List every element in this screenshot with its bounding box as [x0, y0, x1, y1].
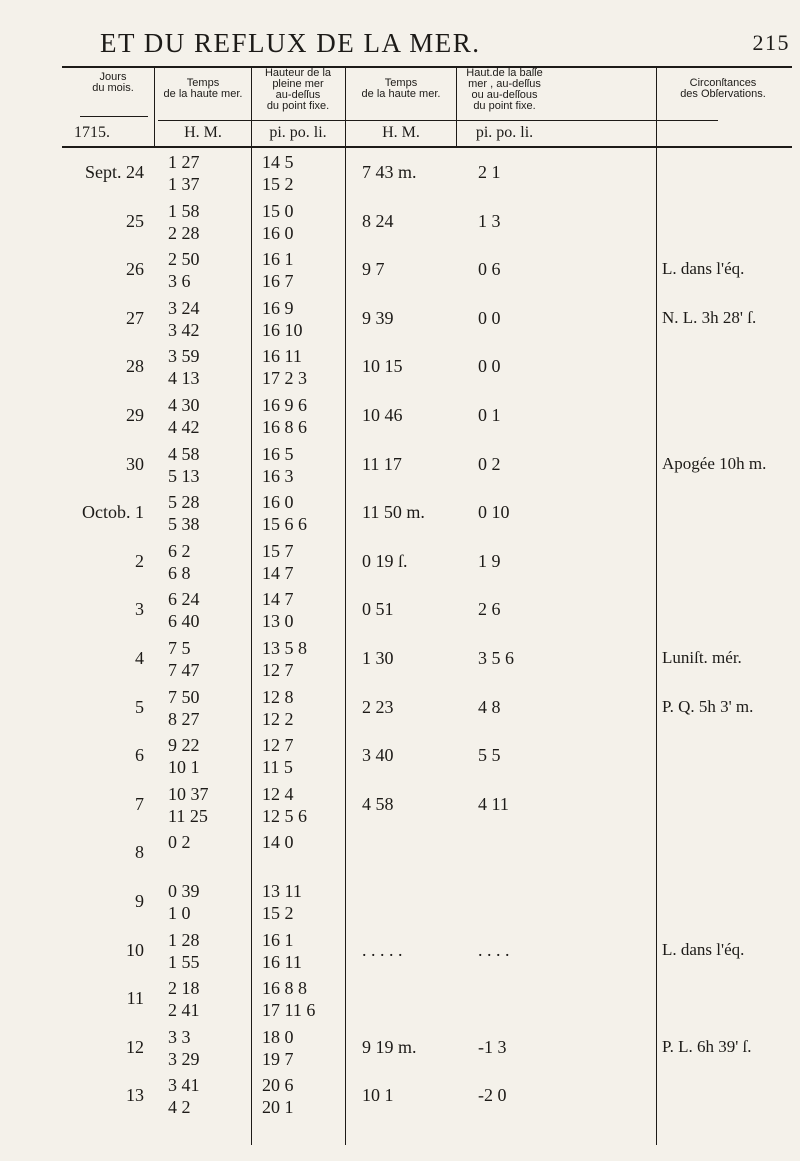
top-rule: [62, 66, 792, 68]
height-high-1: 14 0: [262, 832, 294, 853]
row-date: 30: [126, 453, 144, 474]
height-high-1: 16 9 6: [262, 395, 307, 415]
height-high-1: 12 7: [262, 735, 294, 756]
observation: Apogée 10h m.: [662, 453, 767, 473]
height-high-2: 17 11 6: [262, 1000, 316, 1021]
time-high-2: 10 1: [168, 757, 200, 778]
height-high-1: 13 5 8: [262, 638, 307, 658]
height-low: -2 0: [478, 1085, 507, 1106]
height-high-2: 15 2: [262, 174, 294, 194]
subhead-pp-2: pi. po. li.: [475, 124, 534, 141]
time-low: 7 43 m.: [362, 162, 417, 182]
height-high-1: 16 5: [262, 443, 294, 464]
row-date: 10: [126, 939, 144, 960]
height-high-1: 16 9: [262, 297, 294, 318]
height-high-2: 13 0: [262, 611, 294, 632]
time-high-2: 5 13: [168, 465, 200, 486]
height-high-2: 12 5 6: [262, 805, 307, 826]
time-high-1: 3 41: [168, 1075, 200, 1096]
observation: L. dans l'éq.: [662, 939, 745, 959]
height-high-2: 11 5: [262, 757, 293, 778]
time-high-1: 0 2: [168, 832, 191, 853]
height-high-1: 16 11: [262, 346, 302, 367]
row-date: 28: [126, 356, 144, 377]
time-high-1: 7 5: [168, 638, 191, 658]
time-high-1: 10 37: [168, 783, 209, 804]
height-high-1: 16 0: [262, 492, 294, 513]
time-high-2: 11 25: [168, 805, 208, 826]
time-low: 8 24: [362, 210, 394, 231]
time-high-1: 9 22: [168, 735, 200, 756]
row-date: 12: [126, 1036, 144, 1057]
height-high-2: 20 1: [262, 1097, 294, 1118]
height-low: 0 0: [478, 307, 501, 328]
time-high-2: 4 42: [168, 417, 200, 437]
time-high-1: 6 2: [168, 540, 191, 561]
time-high-2: 1 55: [168, 951, 200, 972]
row-date: 27: [126, 307, 144, 328]
height-low: 4 11: [478, 793, 509, 814]
col-head-jours: Jours du mois.: [92, 71, 134, 94]
height-high-2: 17 2 3: [262, 368, 307, 389]
row-date: Sept. 24: [84, 162, 144, 182]
time-low: 9 39: [362, 307, 394, 328]
subhead-hm-2: H. M.: [382, 124, 420, 141]
time-low: 0 19 ſ.: [362, 550, 408, 571]
height-low: 0 10: [478, 502, 510, 523]
time-high-1: 3 24: [168, 297, 200, 318]
height-low: -1 3: [478, 1036, 507, 1057]
time-high-1: 3 59: [168, 346, 200, 367]
year-label: 1715.: [74, 124, 110, 141]
height-high-2: 12 2: [262, 708, 294, 729]
height-high-1: 12 4: [262, 783, 294, 804]
height-low: 0 6: [478, 259, 501, 280]
row-date: 7: [135, 793, 144, 814]
time-high-1: 1 27: [168, 152, 200, 172]
row-date: 9: [135, 891, 144, 911]
time-low: 11 17: [362, 453, 402, 474]
height-high-2: 16 11: [262, 951, 302, 972]
time-low: 10 46: [362, 405, 403, 425]
col-divider-4: [456, 68, 457, 146]
col-divider-3: [345, 68, 346, 1145]
row-date: 6: [135, 745, 144, 766]
time-low: 1 30: [362, 648, 394, 668]
row-date: 4: [135, 648, 144, 668]
time-high-1: 3 3: [168, 1026, 191, 1047]
subhead-rule: [158, 120, 718, 121]
height-high-2: 15 2: [262, 903, 294, 923]
height-high-1: 15 0: [262, 200, 294, 221]
observation: L. dans l'éq.: [662, 259, 745, 279]
height-high-1: 14 5: [262, 152, 294, 172]
subhead-pp-1: pi. po. li.: [269, 124, 327, 141]
col-head-haute-basse: Haut.de la baſſe mer , au-deſſus ou au-deſſous du point fixe.: [466, 67, 543, 112]
time-high-1: 2 18: [168, 978, 200, 999]
time-low: 9 19 m.: [362, 1036, 417, 1057]
time-high-1: 4 30: [168, 395, 200, 415]
subhead-hm-1: H. M.: [184, 124, 222, 141]
observation: P. L. 6h 39' ſ.: [662, 1036, 752, 1056]
height-high-2: 16 8 6: [262, 417, 307, 437]
col-head-temps1: Temps de la haute mer.: [163, 77, 243, 100]
time-low: 4 58: [362, 793, 394, 814]
time-high-2: 8 27: [168, 708, 200, 729]
time-high-2: 4 2: [168, 1097, 191, 1118]
header-bottom-rule: [62, 146, 792, 148]
col-divider-1: [154, 68, 155, 146]
time-high-2: 2 28: [168, 222, 200, 243]
height-high-1: 16 1: [262, 929, 294, 950]
col-head-temps2: Temps de la haute mer.: [361, 77, 441, 100]
time-high-1: 7 50: [168, 686, 200, 707]
time-high-2: 1 37: [168, 174, 200, 194]
col-divider-5: [656, 68, 657, 1145]
height-high-1: 14 7: [262, 589, 294, 610]
time-high-1: 2 50: [168, 249, 200, 270]
time-high-2: 3 42: [168, 319, 200, 340]
time-high-1: 0 39: [168, 881, 200, 901]
observation: P. Q. 5h 3' m.: [662, 696, 754, 716]
row-date: 11: [126, 988, 144, 1009]
height-low: 5 5: [478, 745, 501, 766]
time-high-2: 4 13: [168, 368, 200, 389]
height-high-1: 13 11: [262, 881, 302, 901]
col-head-hauteur: Hauteur de la pleine mer au-deſſus du point fixe.: [264, 67, 332, 112]
height-high-1: 12 8: [262, 686, 294, 707]
page-title: ET DU REFLUX DE LA MER.: [100, 28, 481, 58]
time-low: 10 1: [362, 1085, 394, 1106]
height-high-1: 15 7: [262, 540, 294, 561]
time-high-2: 3 29: [168, 1048, 200, 1069]
time-high-2: 7 47: [168, 660, 200, 680]
row-date: Octob. 1: [82, 502, 144, 523]
row-date: 2: [135, 550, 144, 571]
height-high-1: 20 6: [262, 1075, 294, 1096]
time-high-1: 1 28: [168, 929, 200, 950]
height-high-1: 16 1: [262, 249, 294, 270]
observation: Luniſt. mér.: [662, 648, 742, 667]
row-date: 8: [135, 842, 144, 863]
height-high-2: 14 7: [262, 562, 294, 583]
time-high-1: 1 58: [168, 200, 200, 221]
row-date: 13: [126, 1085, 144, 1106]
height-high-2: 16 3: [262, 465, 294, 486]
height-high-2: 15 6 6: [262, 514, 307, 535]
row-date: 26: [126, 259, 144, 280]
height-low: . . . .: [478, 939, 510, 960]
height-high-2: 16 10: [262, 319, 303, 340]
height-low: 1 9: [478, 550, 501, 571]
time-low: 11 50 m.: [362, 502, 425, 523]
row-date: 29: [126, 405, 144, 425]
time-high-2: 5 38: [168, 514, 200, 535]
time-high-1: 5 28: [168, 492, 200, 513]
year-rule: [80, 116, 148, 117]
height-high-2: 12 7: [262, 660, 294, 680]
time-high-2: 1 0: [168, 903, 191, 923]
height-low: 1 3: [478, 210, 501, 231]
time-high-1: 6 24: [168, 589, 200, 610]
time-high-1: 4 58: [168, 443, 200, 464]
height-low: 2 6: [478, 599, 501, 620]
time-high-2: 3 6: [168, 271, 191, 292]
height-high-2: 16 0: [262, 222, 294, 243]
col-head-circonstances: Circonſtances des Obſervations.: [680, 77, 766, 100]
row-date: 25: [126, 210, 144, 231]
time-low: 9 7: [362, 259, 385, 280]
time-high-2: 6 40: [168, 611, 200, 632]
height-low: 0 1: [478, 405, 501, 425]
height-low: 0 2: [478, 453, 501, 474]
height-high-2: 16 7: [262, 271, 294, 292]
time-low: 10 15: [362, 356, 403, 377]
height-high-1: 18 0: [262, 1026, 294, 1047]
time-low: 3 40: [362, 745, 394, 766]
height-low: 0 0: [478, 356, 501, 377]
time-low: . . . . .: [362, 939, 403, 960]
observation: N. L. 3h 28' ſ.: [662, 307, 757, 327]
time-high-2: 6 8: [168, 562, 191, 583]
page-number: 215: [752, 30, 790, 55]
height-low: 2 1: [478, 162, 501, 182]
height-low: 4 8: [478, 696, 501, 717]
row-date: 5: [135, 696, 144, 717]
row-date: 3: [135, 599, 144, 620]
height-high-2: 19 7: [262, 1048, 294, 1069]
time-low: 2 23: [362, 696, 394, 717]
col-divider-2: [251, 68, 252, 1145]
time-high-2: 2 41: [168, 1000, 200, 1021]
height-high-1: 16 8 8: [262, 978, 307, 999]
time-low: 0 51: [362, 599, 394, 620]
height-low: 3 5 6: [478, 648, 514, 668]
